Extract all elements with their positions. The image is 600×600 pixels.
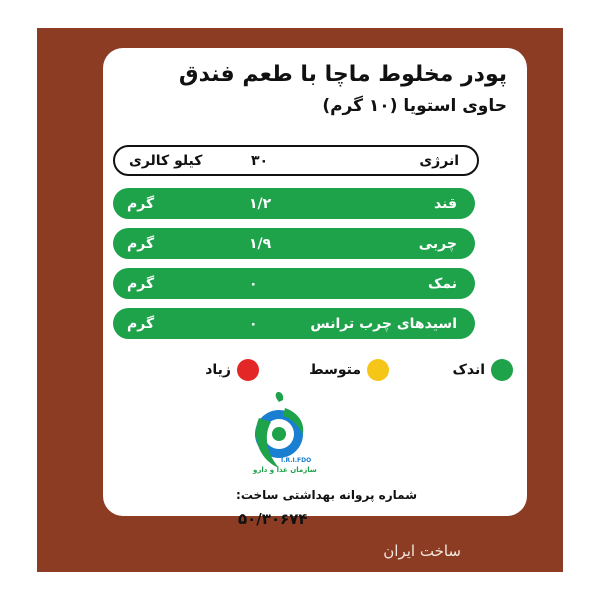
green-dot-icon xyxy=(491,359,513,381)
row-value: ۰ xyxy=(249,275,258,292)
row-unit: گرم xyxy=(127,195,155,212)
license-number: ۵۰/۳۰۶۷۴ xyxy=(238,510,308,528)
row-value: ۳۰ xyxy=(251,152,269,169)
row-value: ۱/۹ xyxy=(249,235,272,252)
logo-org-text: سازمان غذا و دارو xyxy=(253,466,317,474)
row-name: اسیدهای چرب ترانس xyxy=(310,315,457,332)
nutrition-row-trans-fat xyxy=(113,308,475,339)
nutrition-row-energy xyxy=(113,145,479,176)
row-value: ۰ xyxy=(249,315,258,332)
nutrition-row-sugar xyxy=(113,188,475,219)
row-unit: کیلو کالری xyxy=(129,152,203,169)
nutrition-card xyxy=(103,48,527,528)
row-unit: گرم xyxy=(127,315,155,332)
nutrition-row-fat xyxy=(113,228,475,259)
red-dot-icon xyxy=(237,359,259,381)
legend-label: اندک xyxy=(452,362,485,378)
logo-abbr: I.R.I.FDO xyxy=(281,457,312,464)
product-title: پودر مخلوط ماچا با طعم فندق xyxy=(178,62,507,87)
row-name: چربی xyxy=(418,235,457,252)
row-value: ۱/۲ xyxy=(249,195,272,212)
row-unit: گرم xyxy=(127,235,155,252)
label-frame xyxy=(37,28,563,572)
legend-high xyxy=(205,358,259,382)
product-subtitle: حاوی استویا (۱۰ گرم) xyxy=(322,96,507,116)
legend-low xyxy=(453,358,513,382)
row-name: قند xyxy=(434,195,457,212)
row-name: انرژی xyxy=(419,152,459,169)
legend-medium xyxy=(309,358,389,382)
nutrition-row-salt xyxy=(113,268,475,299)
row-name: نمک xyxy=(428,275,457,292)
legend-label: متوسط xyxy=(309,362,361,378)
made-in-label: ساخت ایران xyxy=(383,542,461,560)
row-unit: گرم xyxy=(127,275,155,292)
license-label: شماره پروانه بهداشتی ساخت: xyxy=(236,488,417,502)
yellow-dot-icon xyxy=(367,359,389,381)
legend-label: زیاد xyxy=(205,362,231,378)
